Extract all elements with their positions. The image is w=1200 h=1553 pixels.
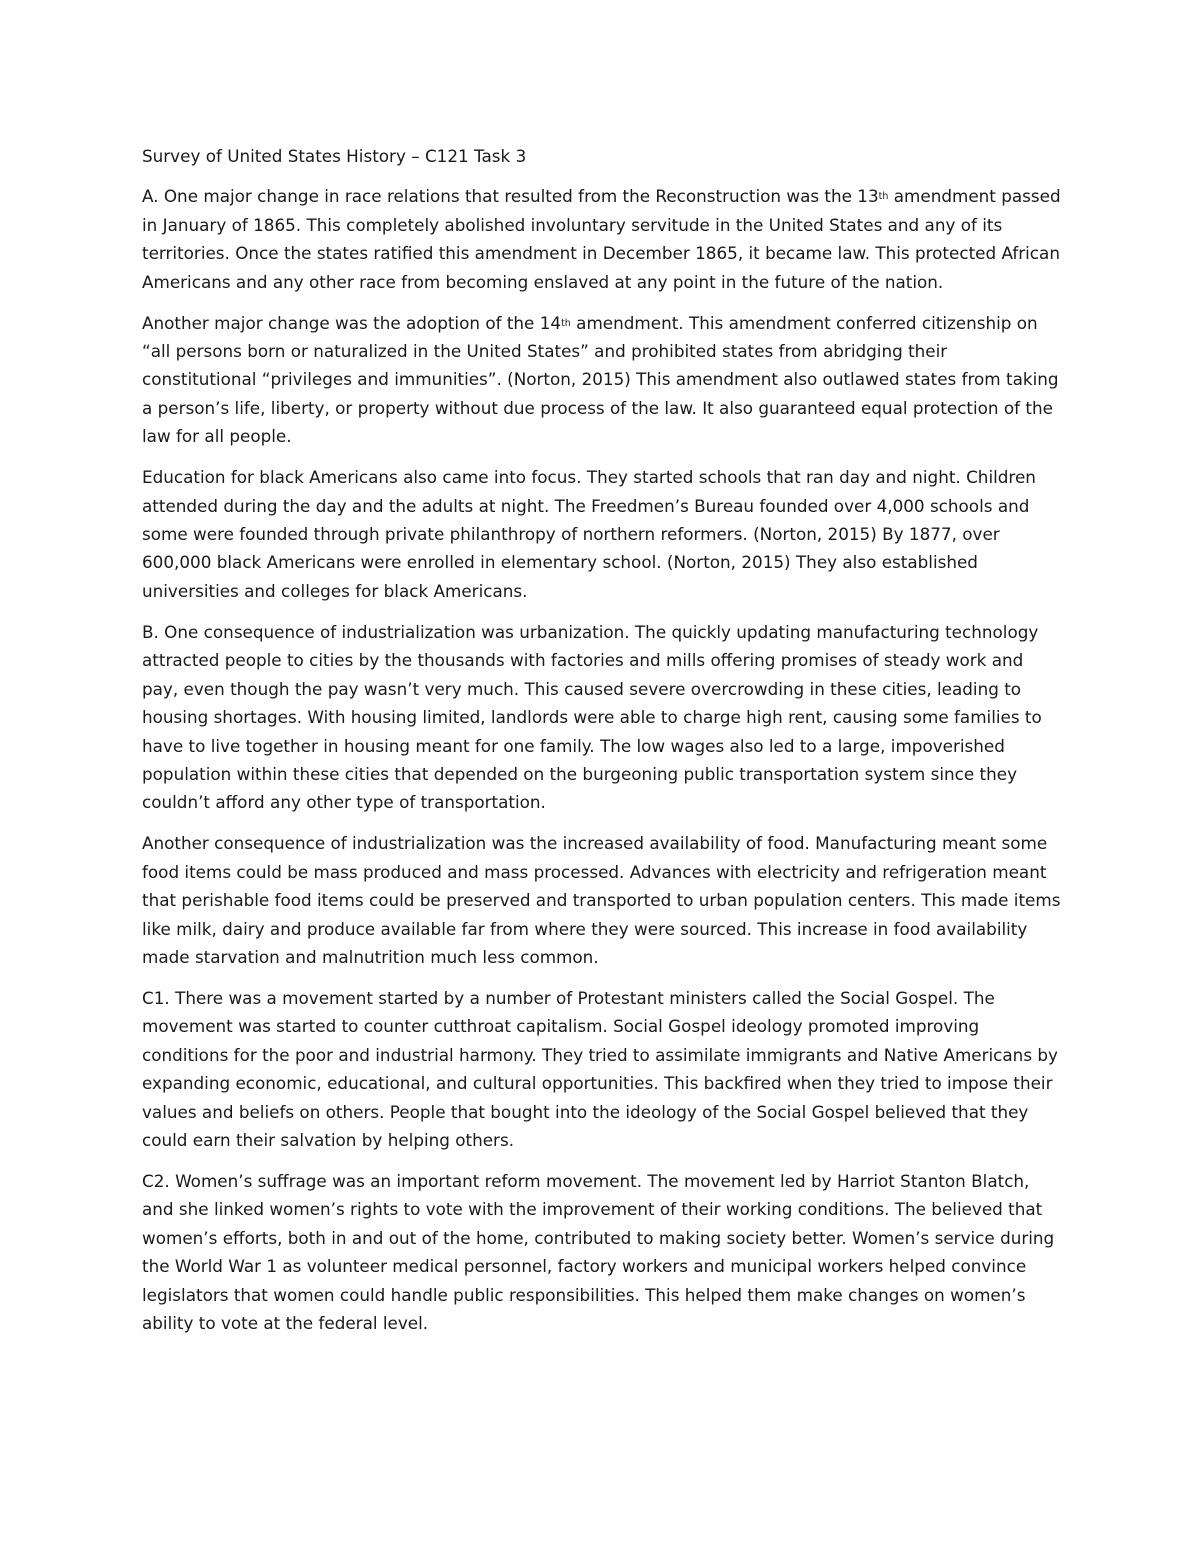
paragraph-c1: C1. There was a movement started by a number of Protestant ministers called the Social Gospel. The movement was started to counter cutthroat capitalism. Social Gospel ideology promoted improving conditions for the poor and industrial harmony. They tried to assimilate immigrants and Native Americans by expanding economic, educational, and cultural opportunities. This backfired when they tried to impose their values and beliefs on others. People that bought into the ideology of the Social Gospel believed that they could earn their salvation by helping others. — [142, 987, 1058, 1150]
paragraph-fourteenth-amendment — [142, 309, 1064, 451]
document-title: Survey of United States History – C121 Task 3 — [142, 146, 527, 166]
paragraph-fourteenth-text-end: amendment. This amendment conferred citizenship on “all persons born or naturalized in the United States” and prohibited states from abridging their constitutional “privileges and immunities”. (Norton, 2015) This amendment also outlawed states from taking a person’s life, liberty, or property without due process of the law. It also guaranteed equal protection of the law for all people. — [142, 312, 1059, 447]
paragraph-a-text-start: A. One major change in race relations that resulted from the Reconstruction was the 13 — [142, 186, 879, 207]
document-body — [142, 142, 1064, 1350]
paragraph-fourteenth-text-start: Another major change was the adoption of the 14 — [142, 312, 562, 333]
ordinal-suffix: th — [561, 317, 571, 329]
paragraph-a — [142, 182, 1064, 296]
paragraph-education: Education for black Americans also came into focus. They started schools that ran day and night. Children attended during the day and the adults at night. The Freedmen’s Bureau founded over 4,000 schools and some were founded through private philanthropy of northern reformers. (Norton, 2015) By 1877, over 600,000 black Americans were enrolled in elementary school. (Norton, 2015) They also established universities and colleges for black Americans. — [142, 467, 1036, 601]
paragraph-b: B. One consequence of industrialization was urbanization. The quickly updating manufacturing technology attracted people to cities by the thousands with factories and mills offering promises of steady work and pay, even though the pay wasn’t very much. This caused severe overcrowding in these cities, leading to housing shortages. With housing limited, landlords were able to charge high rent, causing some families to have to live together in housing meant for one family. The low wages also led to a large, impoverished population within these cities that depended on the burgeoning public transportation system since they couldn’t afford any other type of transportation. — [142, 621, 1042, 813]
paragraph-a-text-end: amendment passed in January of 1865. This completely abolished involuntary servitude in the United States and any of its territories. Once the states ratified this amendment in December 1865, it became law. This protected African Americans and any other race from becoming enslaved at any point in the future of the nation. — [142, 186, 1061, 292]
paragraph-food-availability: Another consequence of industrialization was the increased availability of food. Manufacturing meant some food items could be mass produced and mass processed. Advances with electricity and refrigeration meant that perishable food items could be preserved and transported to urban population centers. This made items like milk, dairy and produce available far from where they were sourced. This increase in food availability made starvation and malnutrition much less common. — [142, 833, 1061, 967]
ordinal-suffix: th — [878, 191, 889, 203]
paragraph-c2: C2. Women’s suffrage was an important reform movement. The movement led by Harriot Stanton Blatch, and she linked women’s rights to vote with the improvement of their working conditions. The believed that women’s efforts, both in and out of the home, contributed to making society better. Women’s service during the World War 1 as volunteer medical personnel, factory workers and municipal workers helped convince legislators that women could handle public responsibilities. This helped them make changes on women’s ability to vote at the federal level. — [142, 1170, 1055, 1333]
